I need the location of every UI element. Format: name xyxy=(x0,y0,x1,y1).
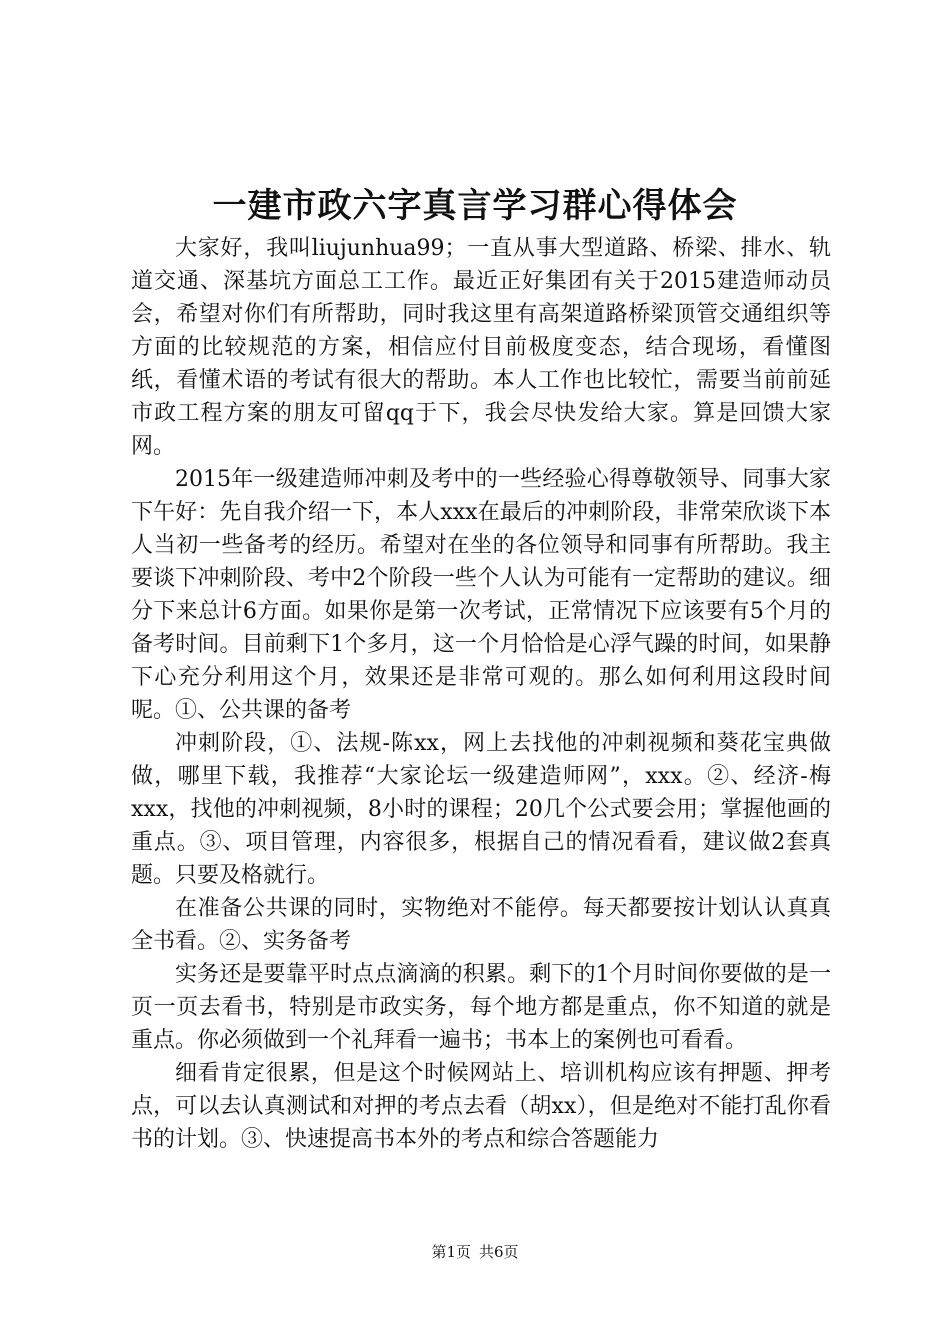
paragraph-experience: 2015年一级建造师冲刺及考中的一些经验心得尊敬领导、同事大家下午好：先自我介绍一下，本人xxx在最后的冲刺阶段，非常荣欣谈下本人当初一些备考的经历。希望对在坐的各位领导和同事有所帮助。我主要谈下冲刺阶段、考中2个阶段一些个人认为可能有一定帮助的建议。细分下来总计6方面。如果你是第一次考试，正常情况下应该要有5个月的备考时间。目前剩下1个多月，这一个月恰恰是心浮气躁的时间，如果静下心充分利用这个月，效果还是非常可观的。那么如何利用这段时间呢。①、公共课的备考 xyxy=(131,467,831,723)
document-body xyxy=(131,232,831,1156)
page-footer xyxy=(0,1242,950,1262)
paragraph-practice: 实务还是要靠平时点点滴滴的积累。剩下的1个月时间你要做的是一页一页去看书，特别是市政实务，每个地方都是重点，你不知道的就是重点。你必须做到一个礼拜看一遍书；书本上的案例也可看看。 xyxy=(131,962,831,1053)
page-number: 第1页 xyxy=(431,1243,471,1261)
paragraph-sprint-stage: 冲刺阶段，①、法规-陈xx，网上去找他的冲刺视频和葵花宝典做做，哪里下载，我推荐“大家论坛一级建造师网”，xxx。②、经济-梅xxx，找他的冲刺视频，8小时的课程；20几个公式要会用；掌握他画的重点。③、项目管理，内容很多，根据自己的情况看看，建议做2套真题。只要及格就行。 xyxy=(131,731,831,888)
page-total: 共6页 xyxy=(479,1243,519,1261)
paragraph-public-courses: 在准备公共课的同时，实物绝对不能停。每天都要按计划认认真真全书看。②、实务备考 xyxy=(131,896,831,954)
paragraph-study-plan: 细看肯定很累，但是这个时候网站上、培训机构应该有押题、押考点，可以去认真测试和对押的考点去看（胡xx），但是绝对不能打乱你看书的计划。③、快速提高书本外的考点和综合答题能力 xyxy=(131,1061,831,1152)
paragraph-intro: 大家好，我叫liujunhua99；一直从事大型道路、桥梁、排水、轨道交通、深基坑方面总工工作。最近正好集团有关于2015建造师动员会，希望对你们有所帮助，同时我这里有高架道路桥梁顶管交通组织等方面的比较规范的方案，相信应付目前极度变态，结合现场，看懂图纸，看懂术语的考试有很大的帮助。本人工作也比较忙，需要当前前延市政工程方案的朋友可留qq于下，我会尽快发给大家。算是回馈大家网。 xyxy=(131,236,831,459)
document-title: 一建市政六字真言学习群心得体会 xyxy=(212,186,738,226)
